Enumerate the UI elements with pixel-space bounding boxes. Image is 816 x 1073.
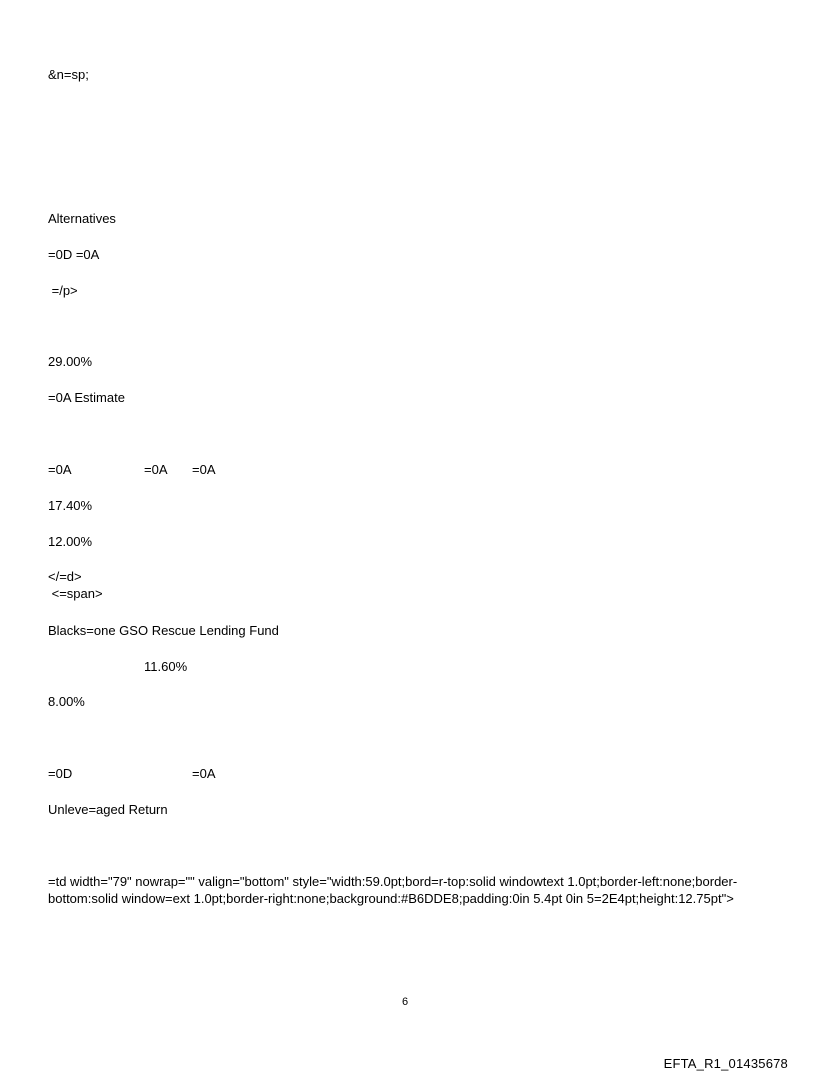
- text-paragraph-html-fragment: =td width="79" nowrap="" valign="bottom" style="width:59.0pt;bord=r-top:solid windowtext 1.0pt;border-left:none;border-bottom:solid window=ext 1.0pt;border-right:none;background:#B6DDE8;padding:0in 5.4pt 0in 5=2E4pt;height:12.75pt">: [48, 874, 738, 906]
- text-line-percent: 8.00%: [48, 694, 85, 709]
- text-line-fund-name: Blacks=one GSO Rescue Lending Fund: [48, 623, 279, 638]
- text-line-percent: 11.60%: [144, 659, 188, 674]
- bates-number: EFTA_R1_01435678: [663, 1056, 788, 1071]
- text-line-estimate: =0A Estimate: [48, 390, 125, 405]
- text-line-span: <=span>: [48, 586, 103, 601]
- text-line-percent: 17.40%: [48, 498, 93, 513]
- text-line-close-td: </=d>: [48, 569, 82, 584]
- text-fragment: =0A: [192, 766, 216, 781]
- text-line-unlevered-return: Unleve=aged Return: [48, 802, 168, 817]
- text-fragment: =0A: [144, 462, 168, 477]
- page-number: 6: [402, 996, 409, 1008]
- text-line-encoded: =0D =0A: [48, 247, 100, 262]
- text-fragment: =0A: [48, 462, 72, 477]
- text-fragment: =0D: [48, 766, 73, 781]
- text-line-nbsp: &n=sp;: [48, 67, 89, 82]
- text-line-percent: 29.00%: [48, 354, 93, 369]
- text-line-percent: 12.00%: [48, 534, 93, 549]
- text-line-alternatives: Alternatives: [48, 211, 116, 226]
- text-line-close-p: =/p>: [48, 283, 78, 298]
- text-fragment: =0A: [192, 462, 216, 477]
